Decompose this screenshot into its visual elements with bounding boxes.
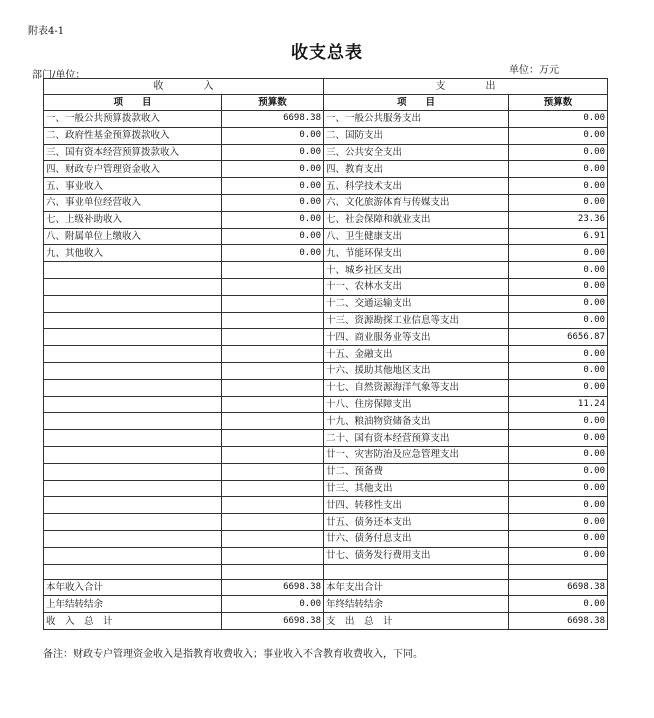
expense-item-label: 十三、资源勘探工业信息等支出 [324,312,509,329]
income-item-label [44,530,222,547]
dept-label: 部门/单位： [32,70,86,81]
income-item-value [222,497,324,514]
expense-item-value: 0.00 [509,144,608,161]
expense-item-label: 廿六、债务付息支出 [324,530,509,547]
table-row [44,262,608,279]
expense-item-value: 6.91 [509,228,608,245]
income-item-value [222,480,324,497]
total-income-label: 收 入 总 计 [44,613,222,630]
income-item-label [44,497,222,514]
income-item-label [44,396,222,413]
income-item-label: 四、财政专户管理资金收入 [44,161,222,178]
income-item-value: 0.00 [222,178,324,195]
table-row [44,480,608,497]
expense-item-value: 0.00 [509,161,608,178]
table-row [44,144,608,161]
table-row [44,497,608,514]
income-item-value: 0.00 [222,245,324,262]
table-row [44,446,608,463]
table-row [44,547,608,564]
total-expense-label: 支 出 总 计 [324,613,509,630]
total-expense-value: 6698.38 [509,613,608,630]
total-row [44,596,608,613]
income-item-value [222,295,324,312]
table-row [44,245,608,262]
expense-item-value: 0.00 [509,430,608,447]
blank-row [44,564,608,579]
expense-item-label: 四、教育支出 [324,161,509,178]
income-item-label [44,463,222,480]
table-row [44,514,608,531]
income-item-label [44,547,222,564]
total-income-value: 6698.38 [222,579,324,596]
table-row [44,312,608,329]
income-item-label [44,295,222,312]
income-item-value: 0.00 [222,144,324,161]
expense-item-value: 0.00 [509,245,608,262]
total-income-label: 上年结转结余 [44,596,222,613]
total-expense-value: 6698.38 [509,579,608,596]
income-item-label [44,262,222,279]
income-section-header: 收 入 [44,79,324,95]
income-budget-header: 预算数 [222,95,324,111]
expense-item-label: 六、文化旅游体育与传媒支出 [324,194,509,211]
income-item-header: 项 目 [44,95,222,111]
income-item-label: 三、国有资本经营预算拨款收入 [44,144,222,161]
expense-item-label: 二、国防支出 [324,127,509,144]
page-title: 收支总表 [291,43,363,63]
income-item-value: 6698.38 [222,111,324,128]
expense-item-label: 九、节能环保支出 [324,245,509,262]
expense-item-label: 廿七、债务发行费用支出 [324,547,509,564]
expense-item-value: 0.00 [509,446,608,463]
expense-item-value: 0.00 [509,262,608,279]
expense-item-label: 廿四、转移性支出 [324,497,509,514]
expense-item-value: 0.00 [509,547,608,564]
table-row [44,295,608,312]
footnote: 备注：财政专户管理资金收入是指教育收费收入；事业收入不含教育收费收入，下同。 [43,649,423,660]
income-item-value [222,446,324,463]
unit-label: 单位：万元 [509,65,559,76]
income-item-label [44,329,222,346]
income-item-label [44,278,222,295]
expense-item-value: 0.00 [509,497,608,514]
income-item-label [44,430,222,447]
table-body [44,79,608,630]
income-item-value [222,362,324,379]
income-item-label [44,362,222,379]
expense-item-label: 十、城乡社区支出 [324,262,509,279]
expense-item-value: 11.24 [509,396,608,413]
income-item-value: 0.00 [222,161,324,178]
total-expense-value: 0.00 [509,596,608,613]
income-item-label [44,514,222,531]
section-header-row [44,79,608,95]
expense-item-label: 廿二、预备费 [324,463,509,480]
income-item-value [222,262,324,279]
expense-item-label: 十一、农林水支出 [324,278,509,295]
income-item-value [222,278,324,295]
expense-item-label: 十八、住房保障支出 [324,396,509,413]
income-item-value [222,514,324,531]
expense-item-label: 廿一、灾害防治及应急管理支出 [324,446,509,463]
income-item-label: 六、事业单位经营收入 [44,194,222,211]
expense-item-label: 二十、国有资本经营预算支出 [324,430,509,447]
income-item-value: 0.00 [222,194,324,211]
budget-summary-table [43,78,608,630]
blank-cell [44,564,222,579]
table-row [44,161,608,178]
blank-cell [509,564,608,579]
expense-item-label: 十四、商业服务业等支出 [324,329,509,346]
income-item-value [222,430,324,447]
expense-section-header: 支 出 [324,79,608,95]
income-item-value [222,413,324,430]
column-header-row [44,95,608,111]
expense-item-value: 0.00 [509,127,608,144]
expense-item-label: 七、社会保障和就业支出 [324,211,509,228]
expense-item-value: 0.00 [509,346,608,363]
income-item-label: 七、上级补助收入 [44,211,222,228]
total-expense-label: 本年支出合计 [324,579,509,596]
expense-item-value: 0.00 [509,194,608,211]
expense-item-label: 十七、自然资源海洋气象等支出 [324,379,509,396]
table-row [44,362,608,379]
expense-item-label: 八、卫生健康支出 [324,228,509,245]
table-row [44,346,608,363]
income-item-value: 0.00 [222,228,324,245]
expense-item-value: 0.00 [509,362,608,379]
expense-item-value: 0.00 [509,514,608,531]
table-row [44,194,608,211]
expense-item-value: 0.00 [509,295,608,312]
expense-item-value: 0.00 [509,379,608,396]
income-item-label: 二、政府性基金预算拨款收入 [44,127,222,144]
table-row [44,430,608,447]
table-row [44,413,608,430]
expense-item-label: 十二、交通运输支出 [324,295,509,312]
expense-item-value: 0.00 [509,463,608,480]
blank-cell [222,564,324,579]
income-item-label [44,413,222,430]
income-item-value [222,530,324,547]
total-expense-label: 年终结转结余 [324,596,509,613]
income-item-value [222,547,324,564]
expense-item-label: 一、一般公共服务支出 [324,111,509,128]
income-item-value: 0.00 [222,211,324,228]
income-item-value [222,329,324,346]
table-row [44,396,608,413]
table-row [44,211,608,228]
expense-item-value: 0.00 [509,312,608,329]
table-row [44,463,608,480]
income-item-value [222,463,324,480]
expense-item-header: 项 目 [324,95,509,111]
expense-item-value: 0.00 [509,480,608,497]
expense-item-value: 0.00 [509,413,608,430]
total-income-value: 6698.38 [222,613,324,630]
income-item-label: 九、其他收入 [44,245,222,262]
income-item-label: 五、事业收入 [44,178,222,195]
total-row [44,613,608,630]
expense-budget-header: 预算数 [509,95,608,111]
total-income-value: 0.00 [222,596,324,613]
expense-item-label: 三、公共安全支出 [324,144,509,161]
expense-item-label: 十九、粮油物资储备支出 [324,413,509,430]
table-row [44,329,608,346]
expense-item-label: 廿三、其他支出 [324,480,509,497]
income-item-value [222,312,324,329]
expense-item-label: 五、科学技术支出 [324,178,509,195]
table-row [44,379,608,396]
income-item-label [44,446,222,463]
expense-item-value: 0.00 [509,278,608,295]
income-item-value [222,346,324,363]
income-item-label [44,312,222,329]
expense-item-value: 0.00 [509,530,608,547]
table-row [44,127,608,144]
income-item-label [44,480,222,497]
table-row [44,228,608,245]
expense-item-value: 23.36 [509,211,608,228]
figure-label: 附表4-1 [28,26,65,37]
table-row [44,111,608,128]
income-item-label: 八、附属单位上缴收入 [44,228,222,245]
income-item-label: 一、一般公共预算拨款收入 [44,111,222,128]
income-item-label [44,379,222,396]
total-income-label: 本年收入合计 [44,579,222,596]
expense-item-value: 6656.87 [509,329,608,346]
table-row [44,530,608,547]
expense-item-value: 0.00 [509,178,608,195]
expense-item-label: 廿五、债务还本支出 [324,514,509,531]
expense-item-label: 十五、金融支出 [324,346,509,363]
table-row [44,278,608,295]
expense-item-label: 十六、援助其他地区支出 [324,362,509,379]
income-item-value [222,396,324,413]
total-row [44,579,608,596]
expense-item-value: 0.00 [509,111,608,128]
income-item-value: 0.00 [222,127,324,144]
income-item-label [44,346,222,363]
income-item-value [222,379,324,396]
blank-cell [324,564,509,579]
table-row [44,178,608,195]
